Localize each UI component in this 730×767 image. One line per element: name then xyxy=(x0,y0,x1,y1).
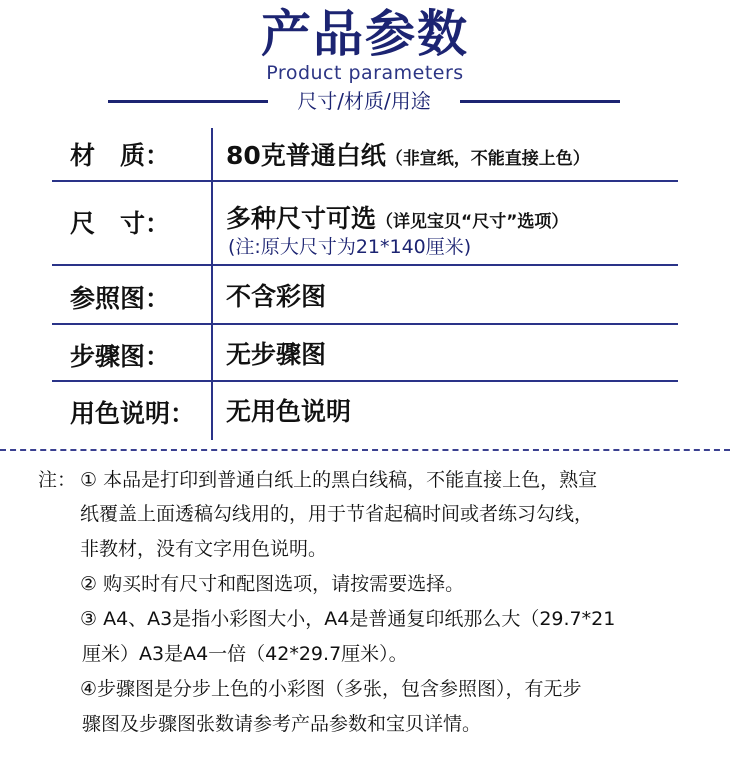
row-value-reference: 不含彩图 xyxy=(226,282,327,311)
page-title: 产品参数 xyxy=(261,5,469,63)
note-line: ① 本品是打印到普通白纸上的黑白线稿，不能直接上色，熟宣 xyxy=(80,469,598,491)
row-value-material xyxy=(226,136,590,172)
note-line: 非教材，没有文字用色说明。 xyxy=(80,538,328,560)
size-value: 多种尺寸可选 xyxy=(226,204,377,233)
row-label-steps: 步骤图： xyxy=(70,342,171,371)
note-line: ④步骤图是分步上色的小彩图（多张，包含参照图），有无步 xyxy=(80,678,582,700)
row-divider xyxy=(52,323,678,325)
row-value-steps: 无步骤图 xyxy=(226,340,327,369)
material-note: （非宣纸，不能直接上色） xyxy=(385,149,590,169)
section-label: 尺寸/材质/用途 xyxy=(297,89,431,113)
row-label-reference: 参照图： xyxy=(70,284,171,313)
note-line: 厘米）A3是A4一倍（42*29.7厘米）。 xyxy=(82,643,408,665)
row-label-size: 尺 寸： xyxy=(70,209,171,238)
page-subtitle: Product parameters xyxy=(266,62,464,84)
note-line: 骤图及步骤图张数请参考产品参数和宝贝详情。 xyxy=(82,713,482,735)
row-label-color-guide: 用色说明： xyxy=(70,399,196,428)
row-divider xyxy=(52,180,678,182)
row-divider xyxy=(52,264,678,266)
parameters-table xyxy=(52,128,678,440)
dashed-separator xyxy=(0,449,730,451)
note-line: ② 购买时有尺寸和配图选项，请按需要选择。 xyxy=(80,573,465,595)
size-note: （详见宝贝“尺寸”选项） xyxy=(376,212,569,232)
note-line: ③ A4、A3是指小彩图大小，A4是普通复印纸那么大（29.7*21 xyxy=(80,608,616,630)
row-value-color-guide: 无用色说明 xyxy=(226,397,352,426)
note-line: 纸覆盖上面透稿勾线用的，用于节省起稿时间或者练习勾线， xyxy=(80,503,594,525)
size-original-note: (注:原大尺寸为21*140厘米) xyxy=(228,236,472,258)
notes-prefix: 注： xyxy=(38,469,77,491)
divider-left xyxy=(108,100,268,103)
row-divider xyxy=(52,380,678,382)
section-heading xyxy=(108,86,620,116)
divider-right xyxy=(460,100,620,103)
row-label-material: 材 质： xyxy=(70,141,171,170)
column-divider xyxy=(211,128,213,440)
row-value-size xyxy=(226,199,568,235)
material-value: 80克普通白纸 xyxy=(226,141,386,170)
